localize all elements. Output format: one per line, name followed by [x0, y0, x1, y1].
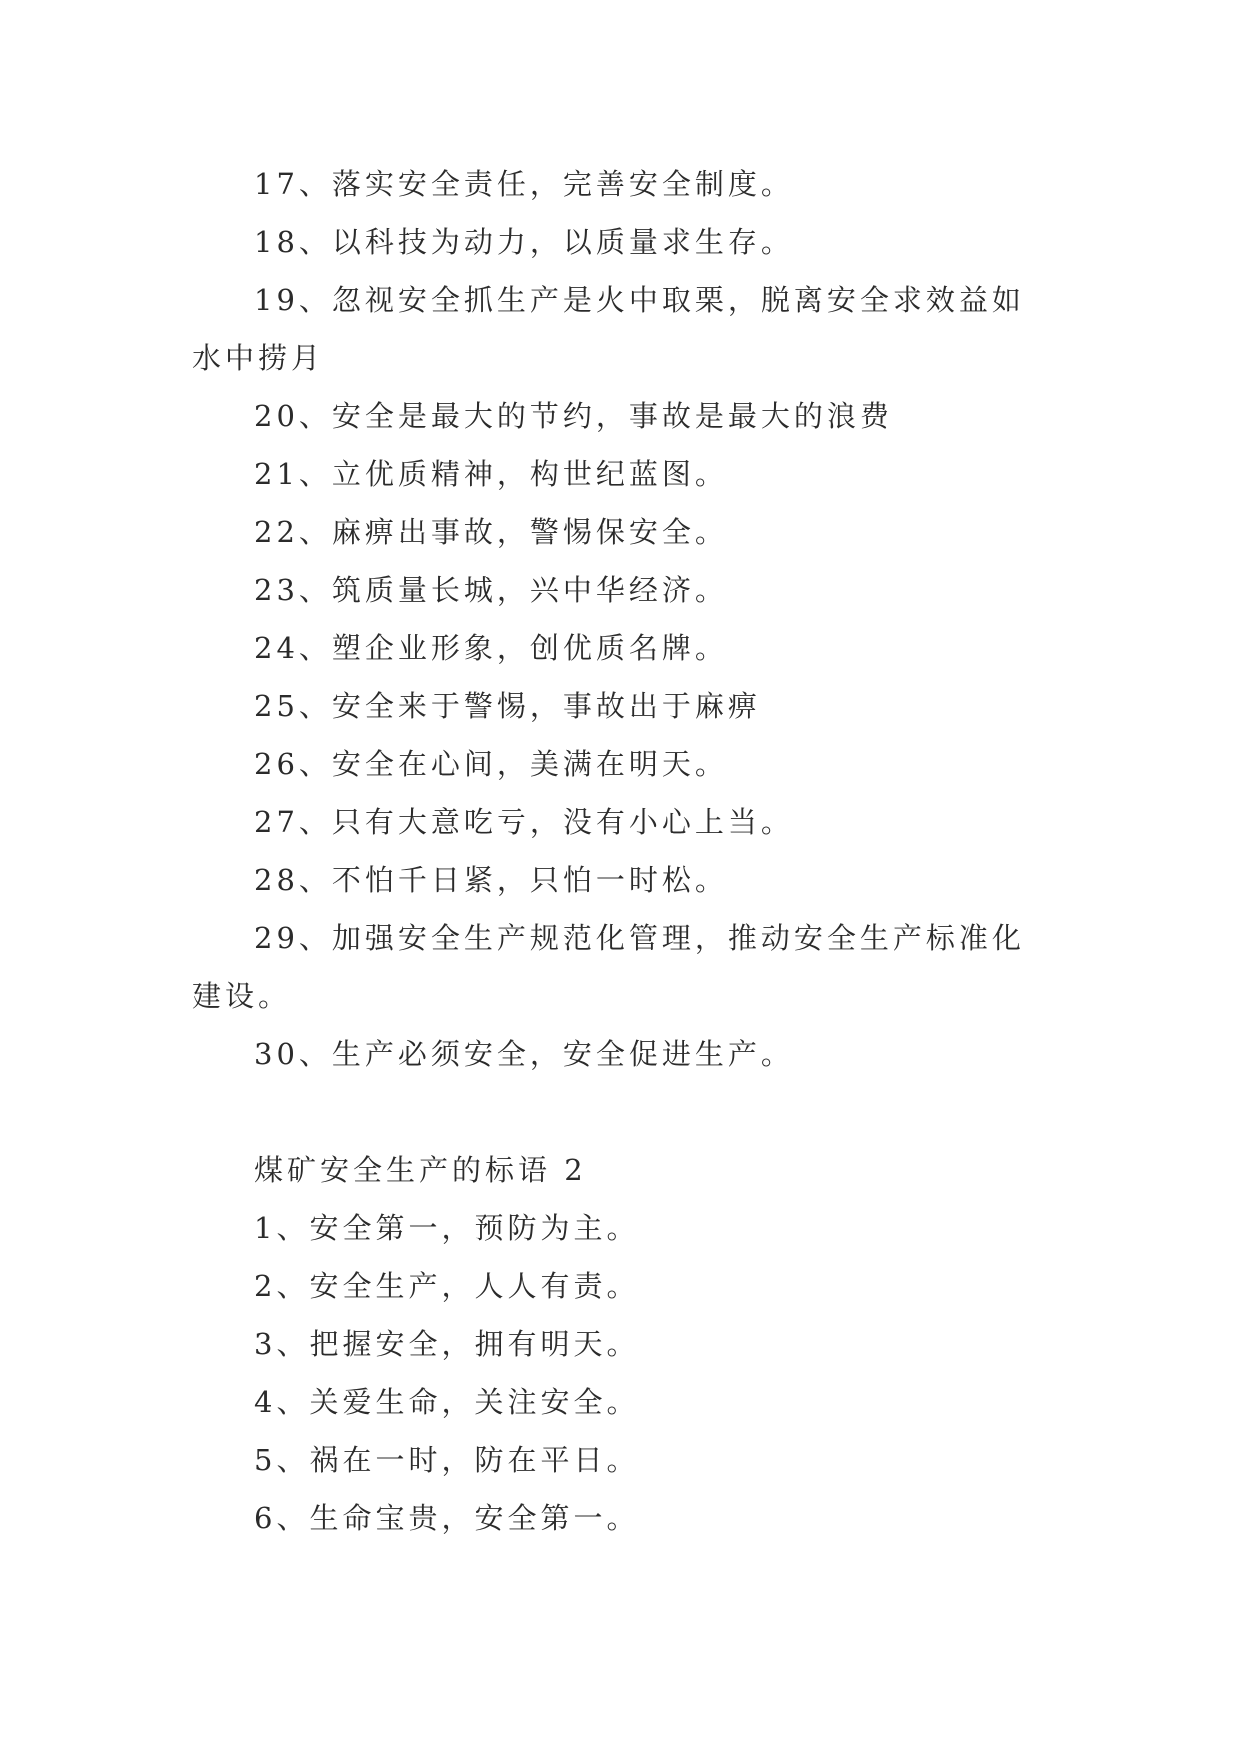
slogan-item-21: 21、立优质精神，构世纪蓝图。	[254, 457, 728, 491]
slogan-item-5: 5、祸在一时，防在平日。	[254, 1443, 640, 1477]
slogan-item-6: 6、生命宝贵，安全第一。	[254, 1501, 640, 1535]
slogan-item-25: 25、安全来于警惕，事故出于麻痹	[254, 689, 761, 723]
section-heading: 煤矿安全生产的标语 2	[254, 1153, 587, 1187]
slogan-item-28: 28、不怕千日紧，只怕一时松。	[254, 863, 728, 897]
slogan-item-18: 18、以科技为动力，以质量求生存。	[254, 225, 794, 259]
slogan-item-26: 26、安全在心间，美满在明天。	[254, 747, 728, 781]
slogan-item-4: 4、关爱生命，关注安全。	[254, 1385, 640, 1419]
slogan-item-19: 19、忽视安全抓生产是火中取栗，脱离安全求效益如水中捞月	[192, 283, 1025, 375]
slogan-item-30: 30、生产必须安全，安全促进生产。	[254, 1037, 794, 1071]
slogan-item-22: 22、麻痹出事故，警惕保安全。	[254, 515, 728, 549]
slogan-item-17: 17、落实安全责任，完善安全制度。	[254, 167, 794, 201]
slogan-item-3: 3、把握安全，拥有明天。	[254, 1327, 640, 1361]
slogan-item-2: 2、安全生产，人人有责。	[254, 1269, 640, 1303]
document-body	[192, 155, 1052, 1547]
slogan-item-20: 20、安全是最大的节约，事故是最大的浪费	[254, 399, 893, 433]
slogan-item-29: 29、加强安全生产规范化管理，推动安全生产标准化建设。	[192, 921, 1025, 1013]
section-spacer	[192, 1083, 1052, 1141]
slogan-item-23: 23、筑质量长城，兴中华经济。	[254, 573, 728, 607]
slogan-item-27: 27、只有大意吃亏，没有小心上当。	[254, 805, 794, 839]
slogan-item-1: 1、安全第一，预防为主。	[254, 1211, 640, 1245]
slogan-item-24: 24、塑企业形象，创优质名牌。	[254, 631, 728, 665]
